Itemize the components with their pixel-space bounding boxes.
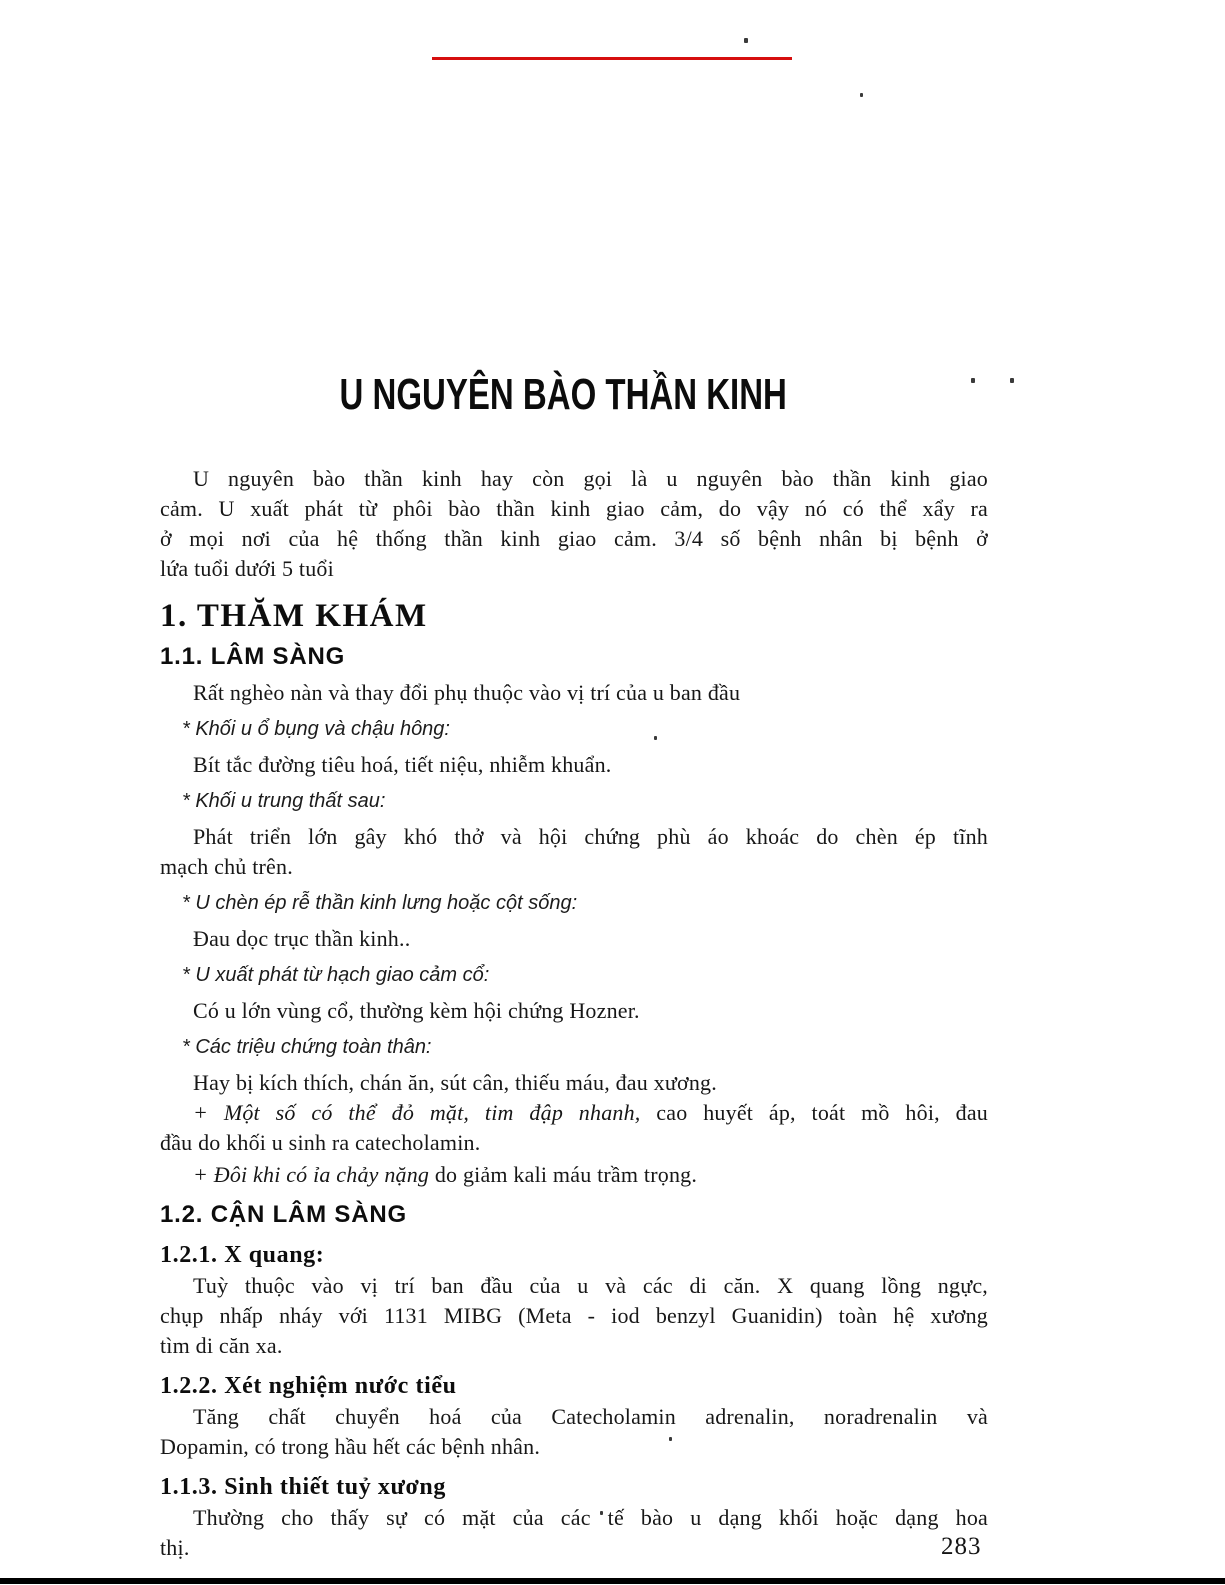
paragraph-line: Bít tắc đường tiêu hoá, tiết niệu, nhiễm khuẩn. [193,752,612,777]
scan-speck [1010,378,1014,383]
subsection-heading-lam-sang: 1.1. LÂM SÀNG [160,643,346,670]
star-item-khoi-u-trung-that: * Khối u trung thất sau: [182,790,386,812]
paragraph-line: Đau dọc trục thần kinh.. [193,926,411,951]
paragraph-line: Rất nghèo nàn và thay đổi phụ thuộc vào vị trí của u ban đầu [193,680,741,705]
subsection-heading-can-lam-sang: 1.2. CẬN LÂM SÀNG [160,1201,407,1228]
paragraph-line: mạch chủ trên. [160,854,293,879]
paragraph-line: Phát triển lớn gây khó thở và hội chứng phù áo khoác do chèn ép tĩnh [193,824,988,849]
paragraph-line: Tuỳ thuộc vào vị trí ban đầu của u và các di căn. X quang lồng ngực, [193,1273,988,1298]
plain-fragment: do giảm kali máu trầm trọng. [429,1162,698,1187]
subsubsection-heading-x-quang: 1.2.1. X quang: [160,1242,325,1268]
paragraph-line [160,1098,988,1128]
italic-fragment: + Đôi khi có ỉa chảy nặng [193,1162,430,1187]
paragraph-line: Thường cho thấy sự có mặt của các tế bào u dạng khối hoặc dạng hoa [193,1505,988,1530]
paragraph-line: Có u lớn vùng cổ, thường kèm hội chứng Hozner. [193,998,640,1023]
italic-fragment: + Một số có thể đỏ mặt, tim đập nhanh, [193,1100,641,1125]
paragraph-line: tìm di căn xa. [160,1333,283,1358]
star-item-trieu-chung-toan-than: * Các triệu chứng toàn thân: [182,1036,432,1058]
star-item-u-xuat-phat: * U xuất phát từ hạch giao cảm cổ: [182,964,490,986]
paragraph-line: Tăng chất chuyển hoá của Catecholamin adrenalin, noradrenalin và [193,1404,988,1429]
paragraph-line: U nguyên bào thần kinh hay còn gọi là u nguyên bào thần kinh giao [193,466,988,491]
plain-fragment: cao huyết áp, toát mồ hôi, đau [640,1100,988,1125]
paragraph-line: lứa tuổi dưới 5 tuổi [160,556,334,581]
subsubsection-heading-sinh-thiet: 1.1.3. Sinh thiết tuỷ xương [160,1474,446,1500]
paragraph-line: Dopamin, có trong hầu hết các bệnh nhân. [160,1434,541,1459]
page-title: U NGUYÊN BÀO THẦN KINH [339,370,787,419]
text-column [160,0,988,1563]
paragraph-line: thị. [160,1535,190,1560]
paragraph-line: chụp nhấp nháy với 1131 MIBG (Meta - iod benzyl Guanidin) toàn hệ xương [160,1303,988,1328]
star-item-khoi-u-o-bung: * Khối u ổ bụng và chậu hông: [182,718,450,740]
page-title-wrap [160,370,988,418]
page-number: 283 [941,1533,982,1560]
paragraph-line: đầu do khối u sinh ra catecholamin. [160,1130,481,1155]
paragraph-line [160,1160,988,1190]
subsubsection-heading-xet-nghiem: 1.2.2. Xét nghiệm nước tiểu [160,1373,457,1399]
star-item-u-chen-ep: * U chèn ép rễ thần kinh lưng hoặc cột sống: [182,892,578,914]
paragraph-line: Hay bị kích thích, chán ăn, sút cân, thiếu máu, đau xương. [193,1070,717,1095]
paragraph-line: ở mọi nơi của hệ thống thần kinh giao cảm. 3/4 số bệnh nhân bị bệnh ở [160,526,988,551]
bottom-edge-bar [0,1578,1225,1584]
paragraph-line: cảm. U xuất phát từ phôi bào thần kinh giao cảm, do vậy nó có thể xẩy ra [160,496,988,521]
intro-paragraph [160,464,988,584]
section-heading-tham-kham: 1. THĂM KHÁM [160,598,428,634]
